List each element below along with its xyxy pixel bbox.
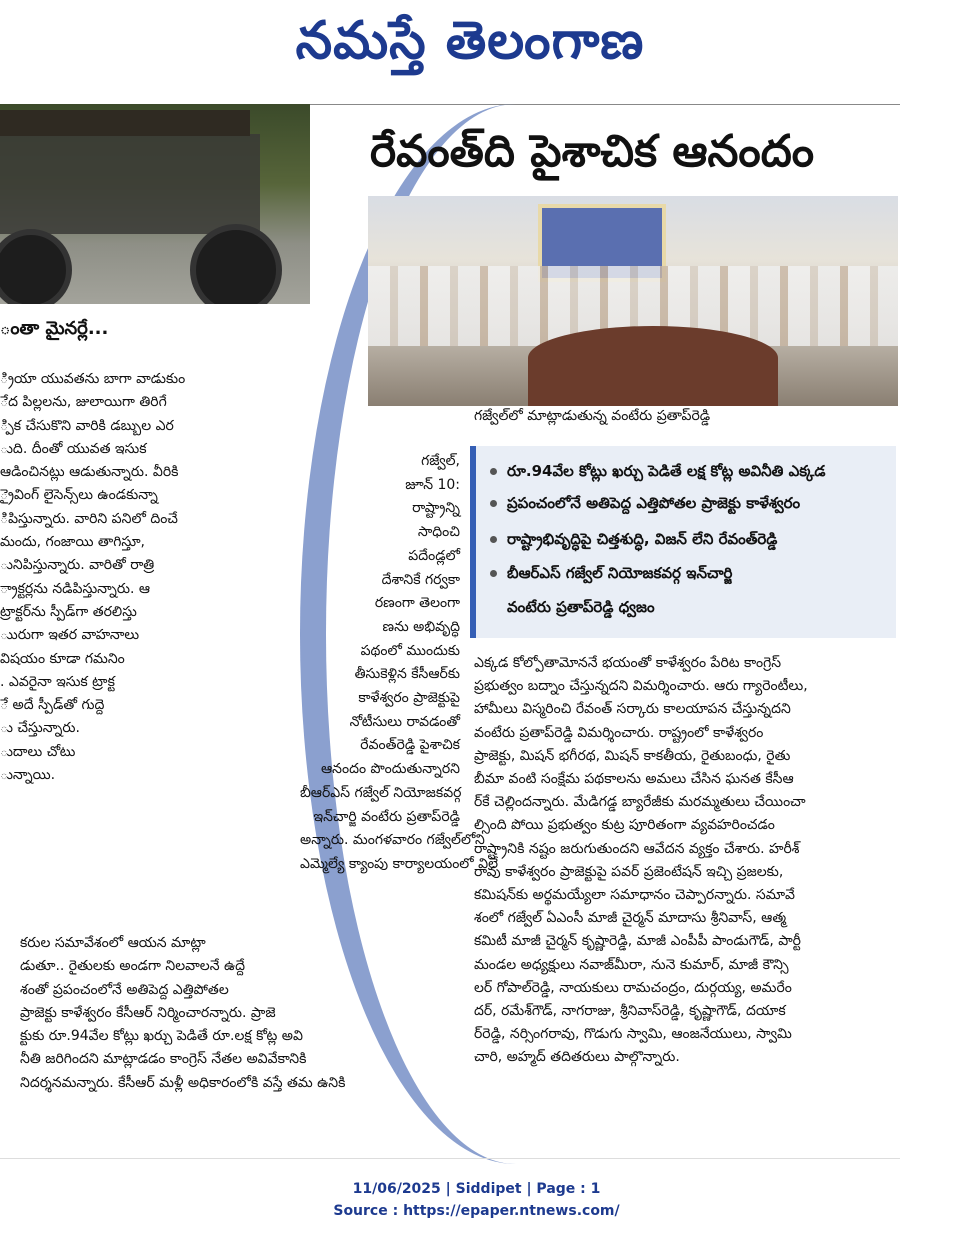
text-line: మందు, గంజాయి తాగిస్తూ,: [0, 534, 145, 551]
text-line: కమిటీ మాజీ చైర్మన్ కృష్ణారెడ్డి, మాజీ ఎంపీపీ పాండుగౌడ్, పార్టీ: [474, 933, 801, 950]
bullet-icon: [490, 500, 497, 507]
text-line: రాష్ట్రాన్ని: [412, 500, 460, 517]
masthead-logo: నమస్తే తెలంగాణ: [295, 11, 645, 71]
text-line: కరుల సమావేశంలో ఆయన మాట్లా: [20, 935, 206, 951]
left-story-heading: ంతా మైనర్లే...: [0, 318, 109, 339]
text-line: కాళేశ్వరం ప్రాజెక్టుపై: [358, 690, 460, 707]
text-line: ట్రాక్టర్‌ను స్పీడ్‌గా తరలిస్తు: [0, 603, 137, 620]
text-line: ుురుగా ఇతర వాహనాలు: [0, 627, 140, 644]
text-line: పదేండ్లలో: [408, 547, 460, 564]
middle-column-text: [300, 450, 499, 877]
text-line: విషయం కూడా గమనిం: [0, 650, 125, 667]
text-line: రావు కాళేశ్వరం ప్రాజెక్టుపై పవర్ ప్రజెంటేషన్ ఇచ్చి ప్రజలకు,: [474, 863, 784, 880]
text-line: హామీలు విస్మరించి రేవంత్ సర్కారు కాలయాపన చేస్తున్నదని: [474, 701, 791, 718]
text-line: రాష్ట్రానికి నష్టం జరుగుతుందని ఆవేదన వ్యక్తం చేశారు. హరీశ్: [474, 840, 800, 857]
text-line: ిపిస్తున్నారు. వారిని పనిలో దించే: [0, 510, 178, 527]
text-line: బీఆర్ఎస్ గజ్వేల్ నియోజకవర్గ: [300, 784, 462, 801]
text-line: ల్సింది పోయి ప్రభుత్వం కుట్ర పూరితంగా వ్యవహరించడం: [474, 817, 775, 834]
highlight-item: ప్రపంచంలోనే అతిపెద్ద ఎత్తిపోతల ప్రాజెక్టు కాళేశ్వరం: [490, 494, 800, 516]
truck-photo: [0, 104, 310, 304]
text-line: ప్రాజెక్టు, మిషన్ భగీరథ, మిషన్ కాకతీయ, రైతుబంధు, రైతు: [474, 747, 791, 764]
right-column-text: [474, 652, 900, 1070]
text-line: దేశానికే గర్వకా: [381, 571, 460, 588]
text-line: శంతో ప్రపంచంలోనే అతిపెద్ద ఎత్తిపోతల: [20, 981, 229, 998]
text-line: గజ్వేల్,: [421, 453, 460, 469]
text-line: ునిపిస్తున్నారు. వారితో రాత్రి: [0, 557, 155, 574]
text-line: ణను అభివృద్ధి: [382, 618, 460, 635]
text-line: ర్‌కే చెల్లిందన్నారు. మేడిగడ్డ బ్యారేజీకు మరమ్మతులు చేయించా: [474, 794, 806, 811]
left-story-body: [0, 368, 240, 787]
text-line: సాధించి: [417, 524, 460, 541]
text-line: రణంగా తెలంగా: [374, 595, 460, 612]
text-line: ు చేస్తున్నారు.: [0, 720, 80, 737]
text-line: ్రాక్టర్లను నడిపిస్తున్నారు. ఆ: [0, 580, 151, 597]
wheel-right: [190, 224, 282, 304]
text-line: బీమా వంటి సంక్షేమ పథకాలను అమలు చేసిన ఘనత కేసీఆ: [474, 771, 794, 788]
bullet-icon: [490, 468, 497, 475]
footer-divider: [0, 1158, 900, 1159]
text-line: ్రైవింగ్ లైసెన్స్‌లు ఉండకున్నా: [0, 487, 158, 504]
wheel-left: [0, 229, 72, 304]
text-line: ప్రాజెక్టు కాళేశ్వరం కేసీఆర్ నిర్మించారన్నారు. ప్రాజె: [20, 1004, 276, 1021]
text-line: ేద పిల్లలను, జులాయిగా తిరిగే: [0, 394, 167, 411]
footer-source: Source : https://epaper.ntnews.com/: [333, 1203, 620, 1219]
highlight-item: బీఆర్ఎస్ గజ్వేల్ నియోజకవర్గ ఇన్‌చార్జి: [490, 564, 732, 586]
text-line: క్టుకు రూ.94వేల కోట్లు ఖర్చు పెడితే రూ.లక్ష కోట్ల అవి: [20, 1028, 303, 1045]
meeting-photo: [368, 196, 898, 406]
highlight-item-cont: వంటేరు ప్రతాప్‌రెడ్డి ధ్వజం: [507, 598, 655, 616]
text-line: ఇన్‌చార్జి వంటేరు ప్రతాప్‌రెడ్డి: [313, 808, 460, 825]
highlight-item: రూ.94వేల కోట్లు ఖర్చు పెడితే లక్ష కోట్ల అవినీతి ఎక్కడ: [490, 462, 825, 484]
text-line: నీతి జరిగిందని మాట్లాడడం కాంగ్రెస్ నేతల అవివేకానికి: [20, 1051, 307, 1068]
text-line: ఆడించినట్లు ఆడుతున్నారు. వీరికి: [0, 464, 179, 481]
text-line: ఎమ్మెల్యే క్యాంపు కార్యాలయంలో విలే: [300, 855, 499, 872]
highlight-item: రాష్ట్రాభివృద్ధిపై చిత్తశుద్ధి, విజన్ లేని రేవంత్‌రెడ్డి: [490, 530, 777, 552]
footer-date-edition: 11/06/2025 | Siddipet | Page : 1: [352, 1181, 601, 1197]
text-line: లర్ గోపాల్‌రెడ్డి, నాయకులు రామచంద్రం, దుర్గయ్య, అమరేం: [474, 979, 792, 996]
text-line: కమిషన్‌కు అర్థమయ్యేలా సమాధానం చెప్పారన్నారు. సమావే: [474, 887, 795, 904]
text-line: నోటీసులు రావడంతో: [349, 713, 460, 730]
text-line: ున్నాయి.: [0, 767, 56, 784]
text-line: తీసుకెళ్లిన కేసీఆర్‌కు: [354, 666, 460, 683]
text-line: రేవంత్‌రెడ్డి పైశాచిక: [360, 737, 460, 754]
photo-caption: గజ్వేల్‌లో మాట్లాడుతున్న వంటేరు ప్రతాప్‌రెడ్డి: [474, 408, 711, 424]
text-line: ్పిక చేసుకొని వారికి డబ్బుల ఎర: [0, 417, 174, 434]
text-line: డుతూ.. రైతులకు అండగా నిలవాలనే ఉద్దే: [20, 958, 246, 975]
text-line: జూన్ 10:: [405, 476, 460, 493]
bullet-icon: [490, 570, 497, 577]
bottom-column-text: [20, 932, 460, 1095]
text-line: శంలో గజ్వేల్ ఏఎంసీ మాజీ చైర్మన్ మాదాసు శ్రీనివాస్, ఆత్మ: [474, 910, 787, 927]
story-headline: రేవంత్‌ది పైశాచిక ఆనందం: [370, 126, 815, 177]
text-line: పథంలో ముందుకు: [360, 642, 460, 659]
conference-table: [528, 326, 778, 406]
text-line: ్రియా యువతను బాగా వాడుకుం: [0, 371, 186, 387]
text-line: చారి, అహ్మద్ తదితరులు పాల్గొన్నారు.: [474, 1049, 680, 1066]
text-line: ర్‌రెడ్డి, నర్సింగరావు, గొడుగు స్వామి, ఆంజనేయులు, స్వామి: [474, 1026, 792, 1043]
text-line: . ఎవరైనా ఇసుక ట్రాక్ట: [0, 673, 115, 690]
text-line: దర్, రమేశ్‌గౌడ్, నాగరాజు, శ్రీనివాస్‌రెడ్డి, కృష్ణాగౌడ్, దయాక: [474, 1003, 786, 1020]
text-line: వంటేరు ప్రతాప్‌రెడ్డి విమర్శించారు. రాష్ట్రంలో కాళేశ్వరం: [474, 724, 764, 741]
text-line: మండల అధ్యక్షులు నవాజ్‌మీరా, నునె కుమార్, మాజీ కౌన్సి: [474, 956, 789, 973]
text-line: ుదాలు చోటు: [0, 743, 76, 760]
text-line: ప్రభుత్వం బద్నాం చేస్తున్నదని విమర్శించారు. ఆరు గ్యారెంటీలు,: [474, 678, 808, 695]
text-line: అన్నారు. మంగళవారం గజ్వేల్‌లోని: [300, 832, 485, 849]
text-line: ఆనందం పొందుతున్నారని: [321, 761, 460, 778]
text-line: ఎక్కడ కోల్పోతామోననే భయంతో కాళేశ్వరం పేరిట కాంగ్రెస్: [474, 655, 782, 671]
bullet-icon: [490, 536, 497, 543]
text-line: ుది. దీంతో యువత ఇసుక: [0, 440, 147, 457]
footer: [0, 1178, 953, 1222]
text-line: నిదర్శనమన్నారు. కేసీఆర్ మళ్లీ అధికారంలోకి వస్తే తమ ఉనికి: [20, 1074, 346, 1091]
text-line: ే అదే స్పీడ్‌తో గుద్దె: [0, 697, 105, 714]
